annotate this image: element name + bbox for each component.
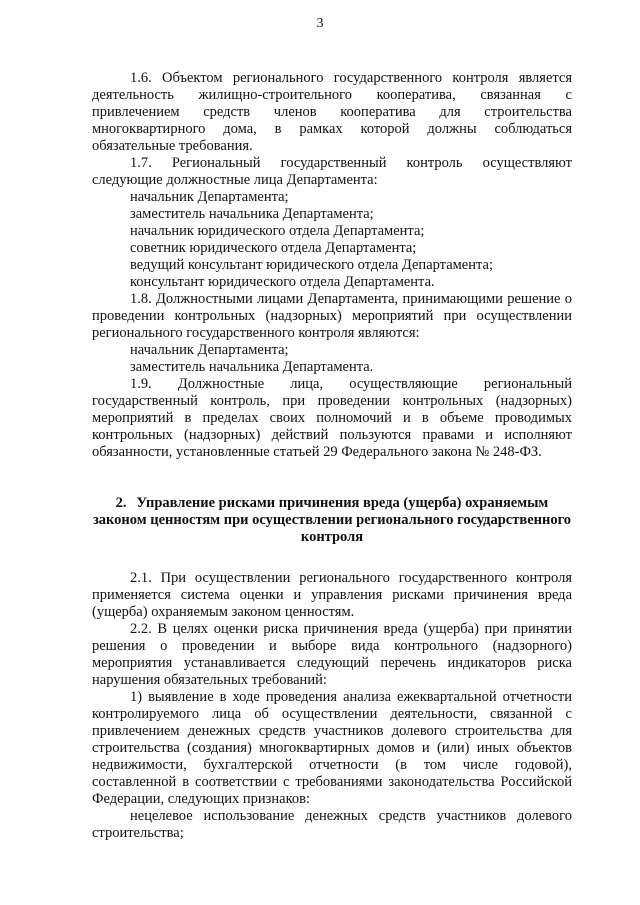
list-item: начальник Департамента; xyxy=(130,189,289,205)
paragraph-1-6: 1.6. Объектом регионального государственного контроля является деятельность жилищно-строительного кооператива, связанная с привлечением средств членов кооператива для строительства многоквартирного дома, в рамках которой должны соблюдаться обязательные требования. xyxy=(92,70,572,154)
paragraph-1-7: 1.7. Региональный государственный контроль осуществляют следующие должностные лица Департамента: xyxy=(92,155,572,188)
list-item: заместитель начальника Департамента; xyxy=(130,206,374,222)
document-body xyxy=(92,70,572,842)
section-2-heading xyxy=(92,495,572,546)
section-title: Управление рисками причинения вреда (ущерба) охраняемым законом ценностям при осуществлении регионального государственного контроля xyxy=(92,495,572,545)
list-item: начальник юридического отдела Департамента; xyxy=(130,223,425,239)
page-number: 3 xyxy=(316,16,324,31)
paragraph-indicator: нецелевое использование денежных средств участников долевого строительства; xyxy=(92,808,572,841)
paragraph-2-1: 2.1. При осуществлении регионального государственного контроля применяется система оценки и управления рисками причинения вреда (ущерба) охраняемым законом ценностям. xyxy=(92,570,572,620)
section-1-paragraphs xyxy=(92,70,572,461)
list-item: советник юридического отдела Департамента; xyxy=(130,240,417,256)
section-2-paragraphs xyxy=(92,570,572,842)
list-item: заместитель начальника Департамента. xyxy=(130,359,374,375)
section-number: 2. xyxy=(115,495,127,511)
paragraph-1-8: 1.8. Должностными лицами Департамента, принимающими решение о проведении контрольных (надзорных) мероприятий при осуществлении регионального государственного контроля являются: xyxy=(92,291,572,341)
paragraph-1-9: 1.9. Должностные лица, осуществляющие региональный государственный контроль, при проведении контрольных (надзорных) мероприятий в пределах своих полномочий и в объеме проводимых контрольных (надзорных) действий пользуются правами и исполняют обязанности, установленные статьей 29 Федерального закона № 248-ФЗ. xyxy=(92,376,572,460)
list-item: ведущий консультант юридического отдела Департамента; xyxy=(130,257,493,273)
list-item: начальник Департамента; xyxy=(130,342,289,358)
list-item: консультант юридического отдела Департамента. xyxy=(130,274,435,290)
paragraph-2-2: 2.2. В целях оценки риска причинения вреда (ущерба) при принятии решения о проведении и выборе вида контрольного (надзорного) мероприятия устанавливается следующий перечень индикаторов риска нарушения обязательных требований: xyxy=(92,621,572,688)
paragraph-2-2-1: 1) выявление в ходе проведения анализа ежеквартальной отчетности контролируемого лица об осуществлении деятельности, связанной с привлечением денежных средств участников долевого строительства для строительства (создания) многоквартирных домов и (или) иных объектов недвижимости, бухгалтерской отчетности (в том числе годовой), составленной в соответствии с требованиями законодательства Российской Федерации, следующих признаков: xyxy=(92,689,572,807)
